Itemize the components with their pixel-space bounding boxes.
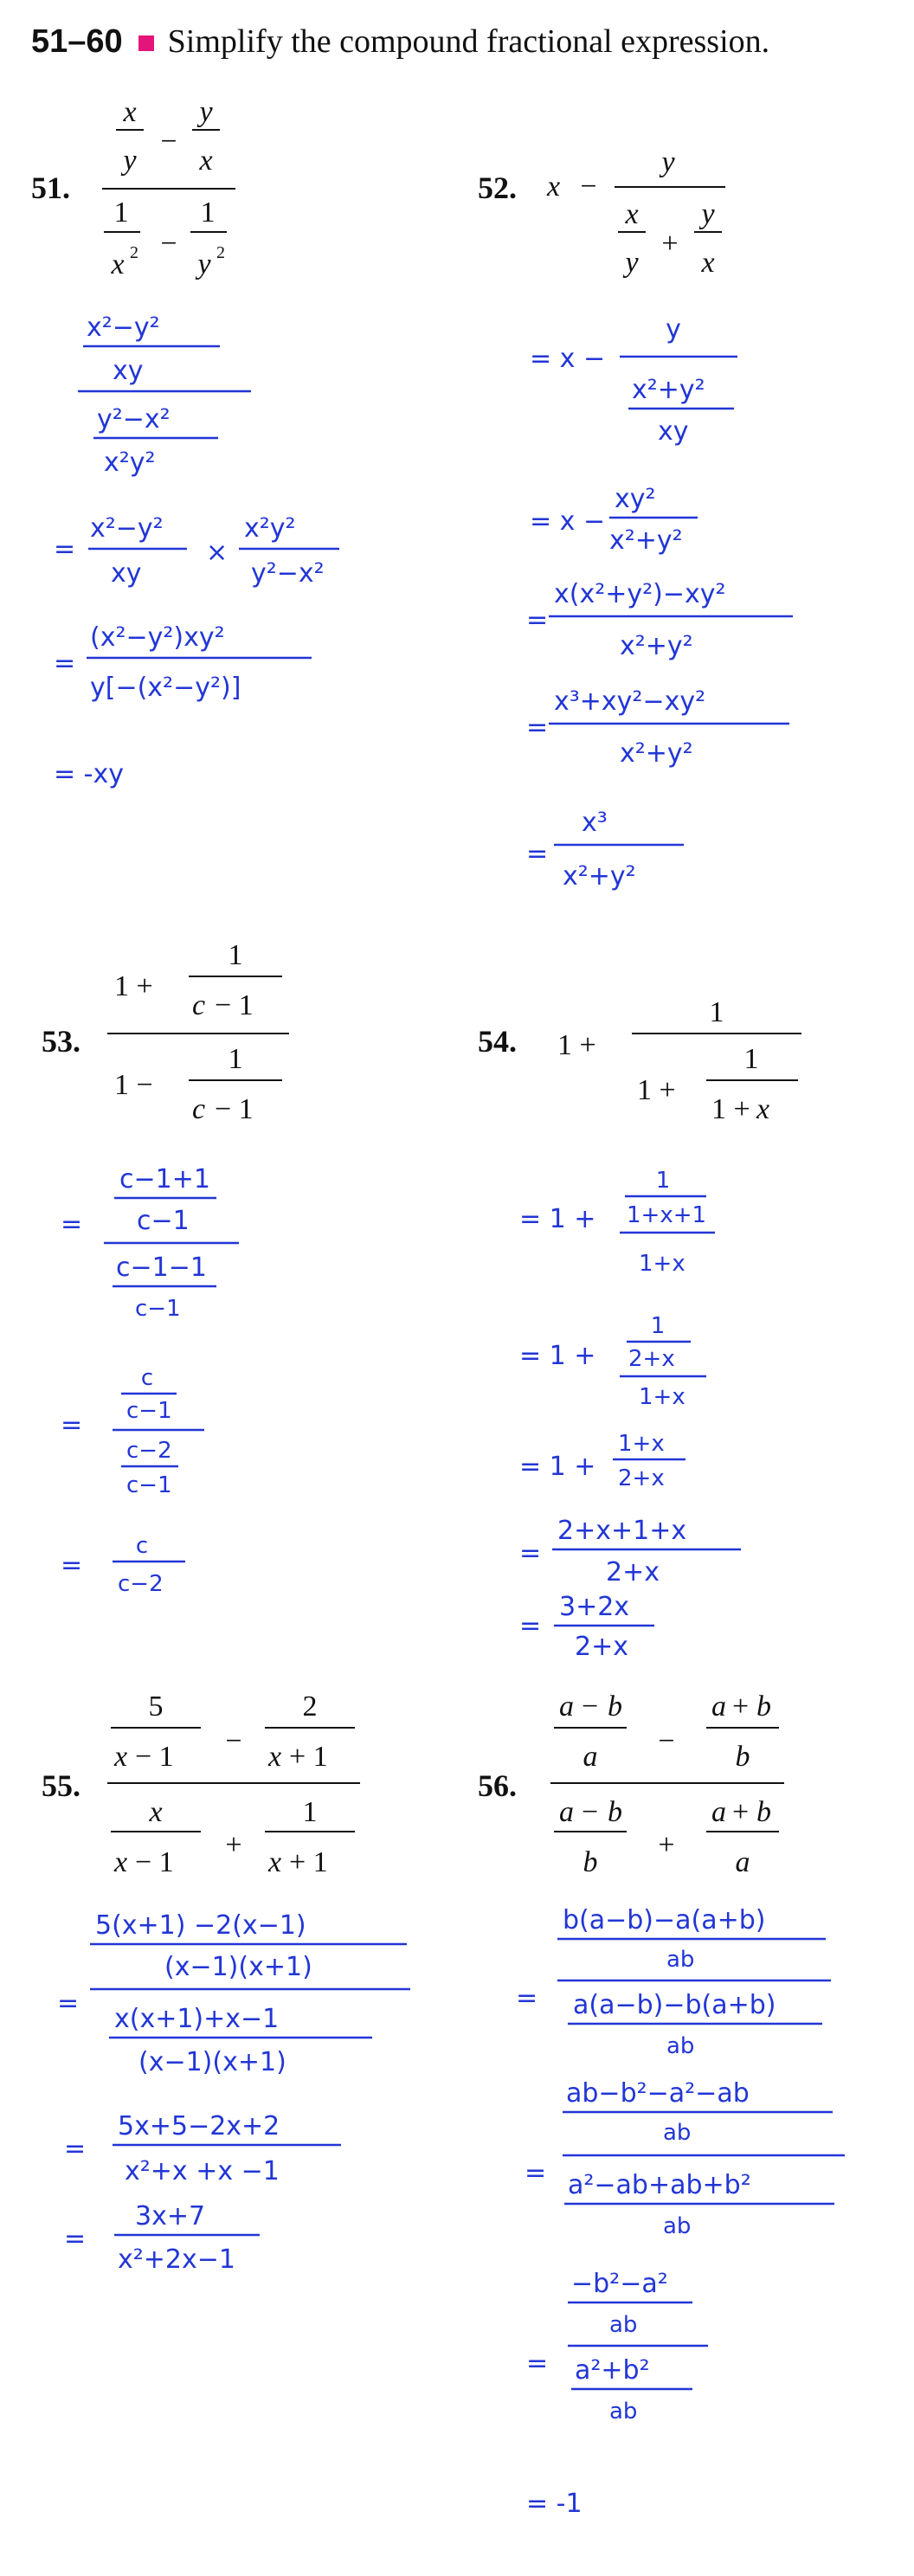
svg-text:b: b (583, 1846, 598, 1878)
svg-text:y: y (197, 248, 211, 280)
problem-56-number: 56. (478, 1768, 517, 1803)
svg-text:=: = (61, 1209, 83, 1240)
svg-text:y: y (666, 314, 681, 345)
svg-text:a²+b²: a²+b² (575, 2355, 650, 2386)
svg-text:+: + (732, 1796, 750, 1828)
svg-text:a: a (559, 1796, 574, 1828)
svg-text:y²−x²: y²−x² (251, 558, 325, 589)
svg-text:x(x+1)+x−1: x(x+1)+x−1 (114, 2004, 280, 2034)
problem-54-expression (557, 996, 801, 1125)
svg-text:x(x²+y²)−xy²: x(x²+y²)−xy² (554, 579, 726, 609)
svg-text:1+x: 1+x (639, 1251, 686, 1277)
svg-text:xy: xy (113, 356, 144, 386)
svg-text:5: 5 (148, 1690, 164, 1723)
svg-text:x²+y²: x²+y² (563, 861, 636, 892)
svg-text:1 +: 1 + (557, 1029, 596, 1061)
svg-text:5(x+1) −2(x−1): 5(x+1) −2(x−1) (95, 1910, 306, 1941)
svg-text:b: b (608, 1690, 622, 1723)
svg-text:c: c (192, 989, 206, 1021)
svg-text:= 1 +: = 1 + (519, 1452, 596, 1482)
svg-text:1: 1 (228, 939, 243, 971)
svg-text:x: x (756, 1093, 770, 1125)
svg-text:x: x (111, 248, 125, 280)
svg-text:xy: xy (658, 416, 689, 447)
svg-text:=: = (61, 1410, 83, 1440)
svg-text:−: − (225, 1725, 242, 1757)
svg-text:y: y (199, 96, 213, 128)
svg-text:x²+x +x −1: x²+x +x −1 (125, 2156, 280, 2186)
svg-text:3x+7: 3x+7 (135, 2201, 206, 2231)
svg-text:c: c (140, 1365, 154, 1391)
svg-text:x³: x³ (582, 808, 608, 838)
svg-text:x³+xy²−xy²: x³+xy²−xy² (554, 686, 706, 717)
svg-text:x²+2x−1: x²+2x−1 (118, 2244, 235, 2275)
svg-text:=: = (519, 1538, 542, 1568)
svg-text:=: = (526, 605, 549, 635)
svg-text:(x²−y²)xy²: (x²−y²)xy² (90, 622, 225, 653)
svg-text:− 1: − 1 (215, 1093, 254, 1125)
problem-52-work (526, 314, 793, 892)
svg-text:=: = (516, 1983, 538, 2013)
exercise-range: 51–60 (31, 23, 123, 60)
svg-text:ab: ab (609, 2399, 638, 2425)
problem-55-expression (107, 1690, 360, 1878)
svg-text:x²−y²: x²−y² (87, 312, 160, 343)
svg-text:a²−ab+ab+b²: a²−ab+ab+b² (568, 2170, 751, 2200)
svg-text:1+x+1: 1+x+1 (627, 1202, 707, 1228)
svg-text:b(a−b)−a(a+b): b(a−b)−a(a+b) (563, 1905, 766, 1935)
problem-56-work (516, 1905, 845, 2519)
svg-text:ab: ab (609, 2312, 638, 2338)
svg-text:1: 1 (650, 1313, 666, 1339)
svg-text:a: a (559, 1690, 574, 1723)
svg-text:x: x (547, 171, 561, 203)
svg-text:ab: ab (663, 2213, 692, 2239)
svg-text:+: + (661, 228, 679, 260)
svg-text:x²y²: x²y² (104, 448, 156, 478)
svg-text:ab: ab (666, 2033, 695, 2059)
svg-text:b: b (735, 1741, 750, 1773)
svg-text:ab: ab (663, 2120, 692, 2146)
svg-text:y: y (661, 146, 675, 178)
svg-text:a: a (583, 1741, 598, 1773)
svg-text:ab: ab (666, 1947, 695, 1973)
instruction-text: Simplify the compound fractional expression. (167, 23, 770, 60)
svg-text:− 1: − 1 (135, 1846, 174, 1878)
svg-text:− 1: − 1 (135, 1741, 174, 1773)
svg-text:1: 1 (709, 996, 724, 1028)
svg-text:−b²−a²: −b²−a² (571, 2269, 668, 2299)
svg-text:ab−b²−a²−ab: ab−b²−a²−ab (566, 2078, 750, 2109)
svg-text:x: x (199, 145, 213, 177)
svg-text:2: 2 (302, 1690, 318, 1723)
svg-text:x²y²: x²y² (244, 513, 296, 544)
svg-text:1 +: 1 + (711, 1093, 750, 1125)
svg-text:c−1: c−1 (126, 1398, 172, 1424)
svg-text:=: = (519, 1611, 542, 1641)
svg-text:+ 1: + 1 (289, 1846, 328, 1878)
svg-text:= 1 +: = 1 + (519, 1341, 596, 1371)
svg-text:b: b (756, 1796, 771, 1828)
svg-text:x: x (268, 1846, 282, 1878)
svg-text:y: y (625, 247, 639, 279)
svg-text:−: − (160, 126, 177, 158)
svg-text:a: a (711, 1690, 726, 1723)
svg-text:c−1−1: c−1−1 (116, 1253, 207, 1283)
svg-text:=: = (525, 2158, 547, 2188)
svg-text:c−1: c−1 (126, 1472, 172, 1498)
svg-text:xy: xy (111, 558, 142, 589)
svg-text:1: 1 (743, 1043, 759, 1075)
svg-text:x: x (625, 198, 639, 230)
svg-text:+: + (732, 1690, 750, 1723)
problem-53-expression (107, 939, 289, 1125)
svg-text:x: x (123, 96, 137, 128)
svg-text:a: a (711, 1796, 726, 1828)
svg-text:2+x+1+x: 2+x+1+x (557, 1516, 687, 1546)
problem-51-work (54, 312, 339, 789)
svg-text:c−1: c−1 (135, 1296, 181, 1322)
problem-53-number: 53. (42, 1024, 80, 1059)
svg-text:x²+y²: x²+y² (609, 525, 683, 556)
svg-text:+: + (658, 1829, 675, 1861)
svg-text:b: b (756, 1690, 771, 1723)
svg-text:1+x: 1+x (618, 1431, 665, 1457)
svg-text:c: c (192, 1093, 206, 1125)
svg-text:=: = (61, 1550, 83, 1581)
svg-text:x: x (114, 1741, 128, 1773)
svg-text:−: − (582, 1690, 599, 1723)
svg-text:1 −: 1 − (114, 1069, 153, 1101)
svg-text:=: = (526, 712, 549, 743)
svg-text:5x+5−2x+2: 5x+5−2x+2 (118, 2111, 280, 2141)
svg-text:x: x (149, 1796, 163, 1828)
svg-text:2+x: 2+x (618, 1465, 665, 1491)
problem-55-work (57, 1910, 410, 2275)
svg-text:1: 1 (113, 196, 129, 229)
svg-text:x: x (268, 1741, 282, 1773)
svg-text:x: x (114, 1846, 128, 1878)
svg-text:x²+y²: x²+y² (620, 631, 693, 661)
svg-text:xy²: xy² (615, 484, 656, 514)
svg-text:= 1 +: = 1 + (519, 1204, 596, 1234)
svg-text:1: 1 (228, 1043, 243, 1075)
problem-51-expression (102, 96, 235, 280)
svg-text:a(a−b)−b(a+b): a(a−b)−b(a+b) (573, 1990, 776, 2020)
svg-text:(x−1)(x+1): (x−1)(x+1) (164, 1952, 312, 1982)
svg-text:x: x (701, 247, 715, 279)
svg-text:a: a (735, 1846, 750, 1878)
svg-text:2+x: 2+x (628, 1346, 675, 1372)
svg-text:y: y (123, 145, 137, 177)
svg-text:=: = (64, 2134, 87, 2164)
svg-text:2+x: 2+x (575, 1632, 628, 1662)
problem-52-number: 52. (478, 171, 517, 205)
svg-text:=: = (57, 1988, 80, 2019)
svg-text:+: + (225, 1829, 242, 1861)
svg-text:=: = (526, 2348, 549, 2379)
svg-text:y²−x²: y²−x² (97, 404, 171, 435)
svg-text:=: = (526, 839, 549, 869)
svg-text:1: 1 (302, 1796, 318, 1828)
svg-text:2: 2 (216, 243, 225, 262)
svg-text:(x−1)(x+1): (x−1)(x+1) (138, 2047, 286, 2077)
svg-text:= x −: = x − (530, 344, 606, 374)
svg-text:y: y (701, 198, 715, 230)
svg-text:x²−y²: x²−y² (90, 513, 164, 544)
svg-text:c−2: c−2 (126, 1438, 172, 1464)
svg-text:1: 1 (655, 1168, 671, 1194)
problem-54-work (519, 1168, 741, 1662)
svg-text:x²+y²: x²+y² (632, 375, 705, 405)
svg-text:c−1: c−1 (137, 1206, 190, 1236)
svg-text:− 1: − 1 (215, 989, 254, 1021)
problem-56-answer: = -1 (526, 2489, 583, 2519)
svg-text:−: − (580, 171, 597, 203)
svg-text:b: b (608, 1796, 622, 1828)
problem-51-answer: = -xy (54, 759, 125, 789)
svg-text:1: 1 (200, 196, 216, 229)
svg-text:=: = (64, 2224, 87, 2254)
problem-51-number: 51. (31, 171, 70, 205)
svg-text:=: = (54, 648, 76, 679)
svg-text:1 +: 1 + (114, 970, 153, 1002)
problem-53-work (61, 1164, 239, 1597)
problem-55-number: 55. (42, 1768, 80, 1803)
svg-text:2+x: 2+x (606, 1557, 660, 1587)
svg-text:×: × (206, 538, 228, 568)
problem-54-number: 54. (478, 1024, 517, 1059)
problem-56-expression (550, 1690, 784, 1878)
svg-text:= x −: = x − (530, 506, 606, 537)
svg-text:c−2: c−2 (118, 1571, 164, 1597)
svg-text:3+2x: 3+2x (559, 1592, 630, 1622)
problem-52-expression (546, 146, 725, 279)
svg-text:2: 2 (130, 243, 138, 262)
svg-text:+ 1: + 1 (289, 1741, 328, 1773)
svg-text:1+x: 1+x (639, 1384, 686, 1410)
svg-text:−: − (160, 228, 177, 260)
svg-text:−: − (658, 1725, 675, 1757)
svg-text:c−1+1: c−1+1 (119, 1164, 210, 1195)
svg-text:y[−(x²−y²)]: y[−(x²−y²)] (90, 673, 241, 703)
svg-text:−: − (582, 1796, 599, 1828)
svg-text:x²+y²: x²+y² (620, 738, 693, 769)
svg-text:=: = (54, 534, 76, 564)
svg-text:c: c (135, 1533, 149, 1559)
svg-text:1 +: 1 + (637, 1074, 676, 1106)
